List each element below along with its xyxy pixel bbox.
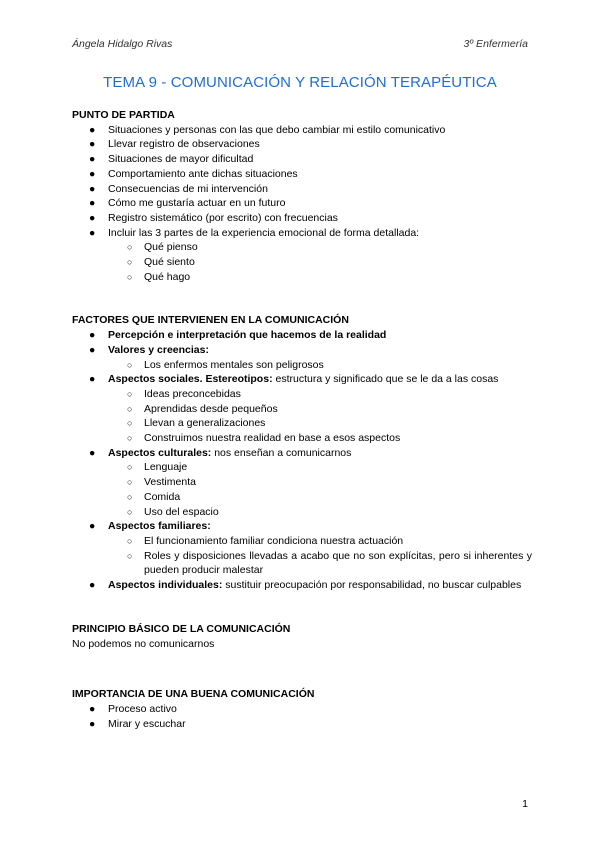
circle-bullet-icon: ○: [127, 359, 133, 370]
bullet-icon: ●: [89, 123, 96, 136]
bullet-icon: ●: [89, 579, 96, 592]
sub-list-item: ○ El funcionamiento familiar condiciona nuestra actuación: [127, 534, 404, 547]
sub-list-item: ○ Qué siento: [127, 256, 195, 269]
circle-bullet-icon: ○: [127, 433, 133, 444]
bullet-icon: ●: [89, 211, 96, 224]
sub-list-item: ○ Qué pienso: [127, 241, 198, 254]
circle-bullet-icon: ○: [127, 257, 133, 268]
sub-list-item: ○ Aprendidas desde pequeños: [127, 402, 278, 415]
section-heading: PRINCIPIO BÁSICO DE LA COMUNICACIÓN: [72, 622, 291, 635]
section-paragraph: No podemos no comunicarnos: [72, 637, 215, 650]
bullet-icon: ●: [89, 167, 96, 180]
bullet-icon: ●: [89, 153, 96, 166]
list-item: ● Proceso activo: [89, 702, 177, 715]
sub-list-item: ○ Comida: [127, 490, 181, 503]
sub-list-item: ○ Roles y disposiciones llevadas a acabo que no son explícitas, pero si inherentes y pueden producir malestar: [127, 549, 532, 577]
circle-bullet-icon: ○: [127, 403, 133, 414]
section-punto-de-partida: [72, 108, 532, 284]
section-factores: [72, 313, 532, 592]
section-heading: FACTORES QUE INTERVIENEN EN LA COMUNICACIÓN: [72, 314, 349, 327]
list-item: ● Comportamiento ante dichas situaciones: [89, 167, 298, 180]
list-item: ● Aspectos familiares:: [89, 520, 211, 533]
header-author: Ángela Hidalgo Rivas: [72, 38, 173, 50]
sub-list-item: ○ Vestimenta: [127, 476, 196, 489]
bullet-list: [72, 702, 532, 731]
bullet-icon: ●: [89, 226, 96, 239]
bullet-icon: ●: [89, 446, 96, 459]
list-item: ● Registro sistemático (por escrito) con frecuencias: [89, 211, 338, 224]
circle-bullet-icon: ○: [127, 535, 133, 546]
list-item: ● Situaciones de mayor dificultad: [89, 153, 254, 166]
section-principio-basico: [72, 622, 532, 651]
circle-bullet-icon: ○: [127, 462, 133, 473]
section-heading: IMPORTANCIA DE UNA BUENA COMUNICACIÓN: [72, 688, 315, 701]
list-item: ● Consecuencias de mi intervención: [89, 182, 268, 195]
list-item: ● Valores y creencias:: [89, 343, 209, 356]
bullet-icon: ●: [89, 182, 96, 195]
list-item: ● Cómo me gustaría actuar en un futuro: [89, 197, 286, 210]
list-item: ● Aspectos individuales: sustituir preocupación por responsabilidad, no buscar culpables: [89, 579, 522, 592]
sub-list-item: ○ Qué hago: [127, 270, 191, 283]
circle-bullet-icon: ○: [127, 550, 133, 561]
bullet-list: [72, 328, 532, 593]
list-item: ● Aspectos culturales: nos enseñan a comunicarnos: [89, 446, 352, 459]
sub-list-item: ○ Los enfermos mentales son peligrosos: [127, 358, 324, 371]
sub-list-item: ○ Lenguaje: [127, 461, 188, 474]
sub-list-item: ○ Construimos nuestra realidad en base a esos aspectos: [127, 432, 401, 445]
list-item: ● Llevar registro de observaciones: [89, 138, 260, 151]
page-title: TEMA 9 - COMUNICACIÓN Y RELACIÓN TERAPÉUTICA: [103, 74, 497, 91]
circle-bullet-icon: ○: [127, 388, 133, 399]
bullet-icon: ●: [89, 329, 96, 342]
circle-bullet-icon: ○: [127, 506, 133, 517]
bullet-icon: ●: [89, 373, 96, 386]
section-importancia: [72, 687, 532, 731]
sub-list-item: ○ Llevan a generalizaciones: [127, 417, 266, 430]
page-number: 1: [522, 798, 528, 810]
bullet-icon: ●: [89, 520, 96, 533]
document-body: [72, 108, 532, 731]
bullet-icon: ●: [89, 702, 96, 715]
bullet-icon: ●: [89, 717, 96, 730]
sub-list-item: ○ Uso del espacio: [127, 505, 219, 518]
header-course: 3º Enfermería: [463, 38, 528, 50]
bullet-icon: ●: [89, 197, 96, 210]
circle-bullet-icon: ○: [127, 418, 133, 429]
circle-bullet-icon: ○: [127, 491, 133, 502]
circle-bullet-icon: ○: [127, 242, 133, 253]
bullet-icon: ●: [89, 138, 96, 151]
bullet-list: [72, 123, 532, 285]
bullet-icon: ●: [89, 343, 96, 356]
list-item: ● Percepción e interpretación que hacemos de la realidad: [89, 329, 387, 342]
list-item: ● Situaciones y personas con las que debo cambiar mi estilo comunicativo: [89, 123, 446, 136]
list-item: ● Mirar y escuchar: [89, 717, 186, 730]
list-item: ● Aspectos sociales. Estereotipos: estructura y significado que se le da a las cosas: [89, 373, 499, 386]
section-heading: PUNTO DE PARTIDA: [72, 109, 175, 121]
list-item: ● Incluir las 3 partes de la experiencia emocional de forma detallada:: [89, 226, 420, 239]
circle-bullet-icon: ○: [127, 477, 133, 488]
sub-list-item: ○ Ideas preconcebidas: [127, 387, 241, 400]
circle-bullet-icon: ○: [127, 271, 133, 282]
